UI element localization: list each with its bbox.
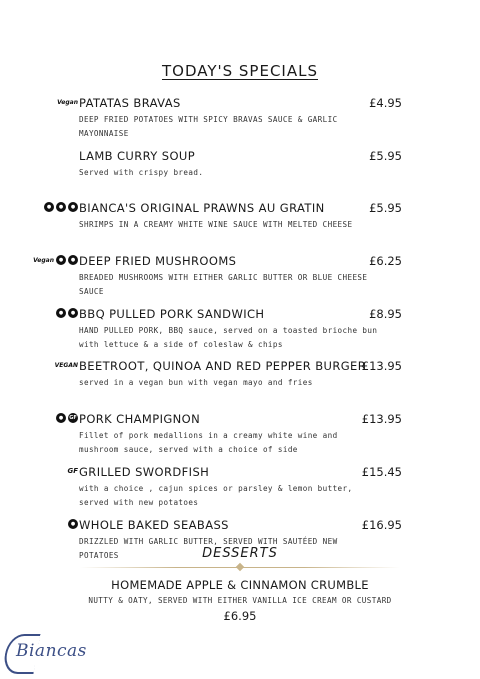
- menu-item: [0, 412, 480, 465]
- dietary-icons: [55, 360, 78, 370]
- dessert-price: £6.95: [223, 609, 257, 623]
- gluten-free-icon: GF: [69, 415, 77, 422]
- item-description: Served with crispy bread.: [79, 167, 204, 177]
- allergen-icon: ●: [68, 519, 78, 529]
- allergen-icon: ●: [56, 202, 66, 212]
- item-price: £6.25: [369, 254, 402, 269]
- item-name: WHOLE BAKED SEABASS: [79, 517, 229, 532]
- allergen-icon: ●: [68, 202, 78, 212]
- item-price: £4.95: [369, 96, 402, 110]
- item-description: DEEP FRIED POTATOES WITH SPICY BRAVAS SAUCE & GARLIC MAYONNAISE: [79, 115, 338, 138]
- item-name: BBQ PULLED PORK SANDWICH: [79, 306, 265, 321]
- menu-item: [0, 201, 480, 254]
- dietary-icons: [57, 97, 78, 107]
- item-name: BIANCA'S ORIGINAL PRAWNS AU GRATIN: [79, 201, 325, 216]
- vegan-icon: VEGAN: [54, 361, 78, 369]
- item-description: with a choice , cajun spices or parsley & lemon butter, served with new potatoes: [79, 483, 353, 507]
- item-price: £8.95: [369, 306, 402, 321]
- allergen-icon: ●: [44, 202, 54, 212]
- vegan-icon: Vegan: [57, 98, 78, 106]
- item-name: PATATAS BRAVAS: [79, 96, 181, 110]
- item-name: BEETROOT, QUINOA AND RED PEPPER BURGER: [79, 359, 367, 374]
- menu-item: [0, 359, 480, 412]
- item-price: £5.95: [369, 148, 402, 163]
- item-price: £13.95: [361, 359, 402, 374]
- item-description: BREADED MUSHROOMS WITH EITHER GARLIC BUTTER OR BLUE CHEESE SAUCE: [79, 273, 368, 297]
- item-description: DRIZZLED WITH GARLIC BUTTER, SERVED WITH SAUTÉED NEW POTATOES: [79, 536, 338, 560]
- item-description: Fillet of pork medallions in a creamy white wine and mushroom sauce, served with a choice of side: [79, 431, 338, 455]
- item-name: PORK CHAMPIGNON: [79, 412, 201, 427]
- item-description: HAND PULLED PORK, BBQ sauce, served on a toasted brioche bun with lettuce & a side of coleslaw & chips: [79, 325, 378, 349]
- allergen-icon: ●: [56, 413, 66, 423]
- dietary-icons: [56, 308, 78, 318]
- allergen-icon: ●: [56, 308, 66, 318]
- allergen-icon: ●: [68, 308, 78, 318]
- item-price: £16.95: [361, 517, 402, 532]
- menu-item: [0, 465, 480, 518]
- item-price: £15.45: [361, 464, 402, 479]
- dietary-icons: [44, 202, 78, 212]
- menu-title: TODAY'S SPECIALS: [161, 62, 318, 80]
- logo: Biancas: [16, 641, 87, 661]
- allergen-icon: ●: [68, 255, 78, 265]
- dietary-icons: [56, 413, 78, 423]
- item-name: GRILLED SWORDFISH: [79, 464, 210, 479]
- item-price: £13.95: [361, 412, 402, 427]
- dietary-icons: [67, 466, 78, 476]
- item-description: SHRIMPS IN A CREAMY WHITE WINE SAUCE WITH MELTED CHEESE: [79, 220, 353, 230]
- gluten-free-icon: GF: [67, 466, 78, 475]
- dietary-icons: [68, 519, 78, 529]
- menu-item: [0, 149, 480, 202]
- item-description: served in a vegan bun with vegan mayo and fries: [79, 378, 313, 388]
- menu-item: [0, 254, 480, 307]
- dietary-icons: [33, 255, 78, 265]
- item-name: LAMB CURRY SOUP: [79, 148, 196, 163]
- menu-item: [0, 96, 480, 149]
- dessert-description: NUTTY & OATY, SERVED WITH EITHER VANILLA ICE CREAM OR CUSTARD: [88, 596, 392, 605]
- menu-item: [0, 307, 480, 360]
- item-name: DEEP FRIED MUSHROOMS: [79, 254, 237, 269]
- vegan-icon: Vegan: [33, 256, 54, 264]
- desserts-heading: DESSERTS: [202, 546, 278, 561]
- item-price: £5.95: [369, 201, 402, 216]
- dessert-name: HOMEMADE APPLE & CINNAMON CRUMBLE: [111, 578, 369, 592]
- specials-list: [0, 96, 480, 570]
- allergen-icon: ●: [56, 255, 66, 265]
